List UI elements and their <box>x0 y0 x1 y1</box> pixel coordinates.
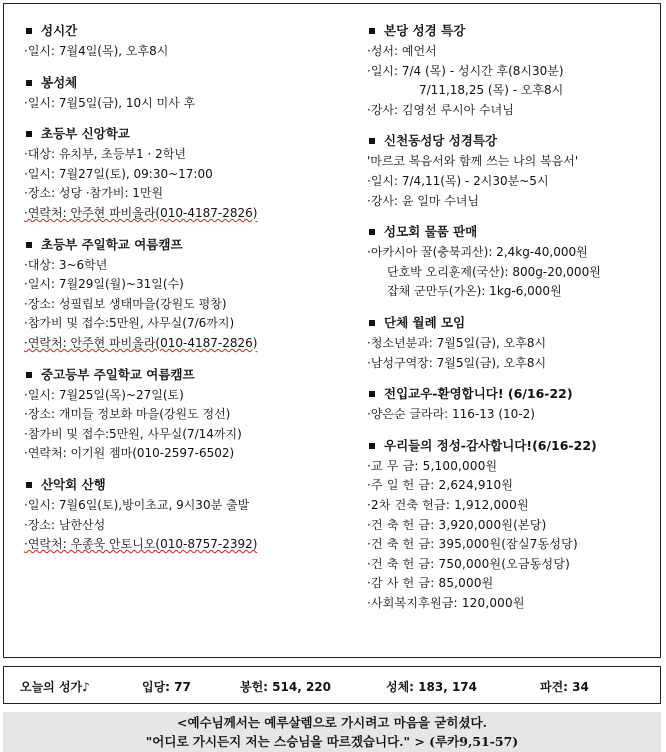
section-title: 초등부 주일학교 여름캠프 <box>41 236 183 252</box>
section-line: ·참가비 및 접수:5만원, 사무실(7/14까지) <box>24 426 242 441</box>
donation-line: ·교 무 금: 5,100,000원 <box>367 458 498 473</box>
right-column <box>367 22 662 625</box>
communion-hymn: 성체: 183, 174 <box>386 680 477 694</box>
donation-line: ·2차 건축 헌금: 1,912,000원 <box>367 497 529 512</box>
bullet-square-icon <box>26 242 32 248</box>
section-monthly-meetings <box>367 314 662 373</box>
section-line: ·남성구역장: 7월5일(금), 오후8시 <box>367 355 547 370</box>
section-line: '마르코 복음서와 함께 쓰는 나의 복음서' <box>367 154 579 169</box>
bulletin-frame <box>3 3 661 658</box>
section-line: ·연락처: 우종욱 안토니오(010-8757-2392) <box>24 537 258 552</box>
section-title: 산악회 산행 <box>41 476 106 492</box>
section-line: ·일시: 7월27일(토), 09:30~17:00 <box>24 166 213 181</box>
dismissal-hymn: 파견: 34 <box>540 680 589 694</box>
section-line: ·연락처: 안주현 파비올라(010-4187-2826) <box>24 205 258 220</box>
bullet-square-icon <box>26 482 32 488</box>
section-title: 본당 성경 특강 <box>384 23 466 38</box>
section-line: 7/11,18,25 (목) - 오후8시 <box>419 83 564 98</box>
section-title: 전입교우-환영합니다! (6/16-22) <box>384 386 573 402</box>
section-new-parishioners <box>367 385 662 425</box>
section-title: 신천동성당 성경특강 <box>384 133 498 149</box>
section-title: 봉성체 <box>41 74 78 90</box>
section-line: ·일시: 7월25일(목)~27일(토) <box>24 387 184 402</box>
section-elementary-faith-school <box>24 125 344 223</box>
offertory-hymn: 봉헌: 514, 220 <box>240 680 331 694</box>
section-line: ·연락처: 이기원 젬마(010-2597-6502) <box>24 446 235 461</box>
section-holy-hour <box>24 22 344 62</box>
bullet-square-icon <box>369 391 375 397</box>
left-column <box>24 22 344 567</box>
section-hiking-club <box>24 476 344 555</box>
section-line: ·연락처: 안주현 파비올라(010-4187-2826) <box>24 335 258 350</box>
bullet-square-icon <box>369 229 375 235</box>
section-line: ·일시: 7/4,11(목) - 2시30분~5시 <box>367 173 549 188</box>
section-elementary-summer-camp <box>24 236 344 354</box>
donation-line: ·사회복지후원금: 120,000원 <box>367 595 525 610</box>
bullet-square-icon <box>26 28 32 34</box>
section-line: ·대상: 3~6학년 <box>24 257 108 272</box>
section-line: ·청소년분과: 7월5일(금), 오후8시 <box>367 335 547 350</box>
section-title: 성시간 <box>41 23 78 38</box>
section-title: 단체 월례 모임 <box>384 314 466 330</box>
hymn-label: 오늘의 성가♪ <box>20 680 90 694</box>
section-line: ·강사: 윤 일마 수녀님 <box>367 193 480 208</box>
section-line: ·일시: 7월6일(토),방이초교, 9시30분 출발 <box>24 497 250 512</box>
quote-line: "어디로 가시든지 저는 스승님을 따르겠습니다." > (루카9,51-57) <box>145 734 519 749</box>
quote-line: <예수님께서는 예루살렘으로 가시려고 마음을 굳히셨다. <box>177 715 487 730</box>
section-line: ·장소: 남한산성 <box>24 517 106 532</box>
bullet-square-icon <box>369 28 375 34</box>
section-sincheon-bible-lecture <box>367 132 662 211</box>
bullet-square-icon <box>369 138 375 144</box>
section-mothers-sale <box>367 223 662 302</box>
donation-line: ·감 사 헌 금: 85,000원 <box>367 576 494 591</box>
hymn-stats-bar <box>3 666 661 704</box>
section-line: ·아카시아 꿀(충북괴산): 2,4kg-40,000원 <box>367 245 588 260</box>
section-youth-summer-camp <box>24 366 344 464</box>
donation-line: ·건 축 헌 금: 395,000원(잠실7동성당) <box>367 537 578 552</box>
section-parish-bible-lecture <box>367 22 662 120</box>
section-line: ·장소: 성당 ·참가비: 1만원 <box>24 186 164 201</box>
donation-line: ·건 축 헌 금: 750,000원(오금동성당) <box>367 556 571 571</box>
bullet-square-icon <box>26 131 32 137</box>
section-line: ·일시: 7월29일(월)~31일(수) <box>24 277 184 292</box>
section-line: ·장소: 개미들 정보화 마을(강원도 정선) <box>24 407 231 422</box>
section-line: ·장소: 성필립보 생태마을(강원도 평창) <box>24 296 227 311</box>
section-donations <box>367 437 662 614</box>
section-line: ·일시: 7월4일(목), 오후8시 <box>24 44 169 58</box>
section-title: 우리들의 정성-감사합니다!(6/16-22) <box>384 437 597 453</box>
section-line: ·일시: 7/4 (목) - 성시간 후(8시30분) <box>367 63 564 78</box>
section-line: ·일시: 7월5일(금), 10시 미사 후 <box>24 95 196 110</box>
donation-line: ·주 일 헌 금: 2,624,910원 <box>367 478 514 493</box>
section-line: ·양은순 글라라: 116-13 (10-2) <box>367 407 535 422</box>
section-line: ·강사: 김영선 루시아 수녀님 <box>367 102 514 117</box>
section-title: 초등부 신앙학교 <box>41 126 130 142</box>
section-title: 성모회 물품 판매 <box>384 224 478 240</box>
bullet-square-icon <box>369 320 375 326</box>
bullet-square-icon <box>26 372 32 378</box>
bullet-square-icon <box>26 80 32 86</box>
section-line: 잡채 군만두(가온): 1kg-6,000원 <box>387 284 562 299</box>
section-title: 중고등부 주일학교 여름캠프 <box>41 366 195 382</box>
bullet-square-icon <box>369 443 375 449</box>
entrance-hymn: 입당: 77 <box>142 680 191 694</box>
section-communion-visit <box>24 74 344 114</box>
section-line: ·대상: 유치부, 초등부1 · 2학년 <box>24 147 186 162</box>
section-line: ·참가비 및 접수:5만원, 사무실(7/6까지) <box>24 316 235 331</box>
gospel-quote <box>3 712 661 752</box>
donation-line: ·건 축 헌 금: 3,920,000원(본당) <box>367 517 547 532</box>
section-line: ·성서: 예언서 <box>367 44 437 58</box>
section-line: 단호박 오리훈제(국산): 800g-20,000원 <box>387 264 601 279</box>
